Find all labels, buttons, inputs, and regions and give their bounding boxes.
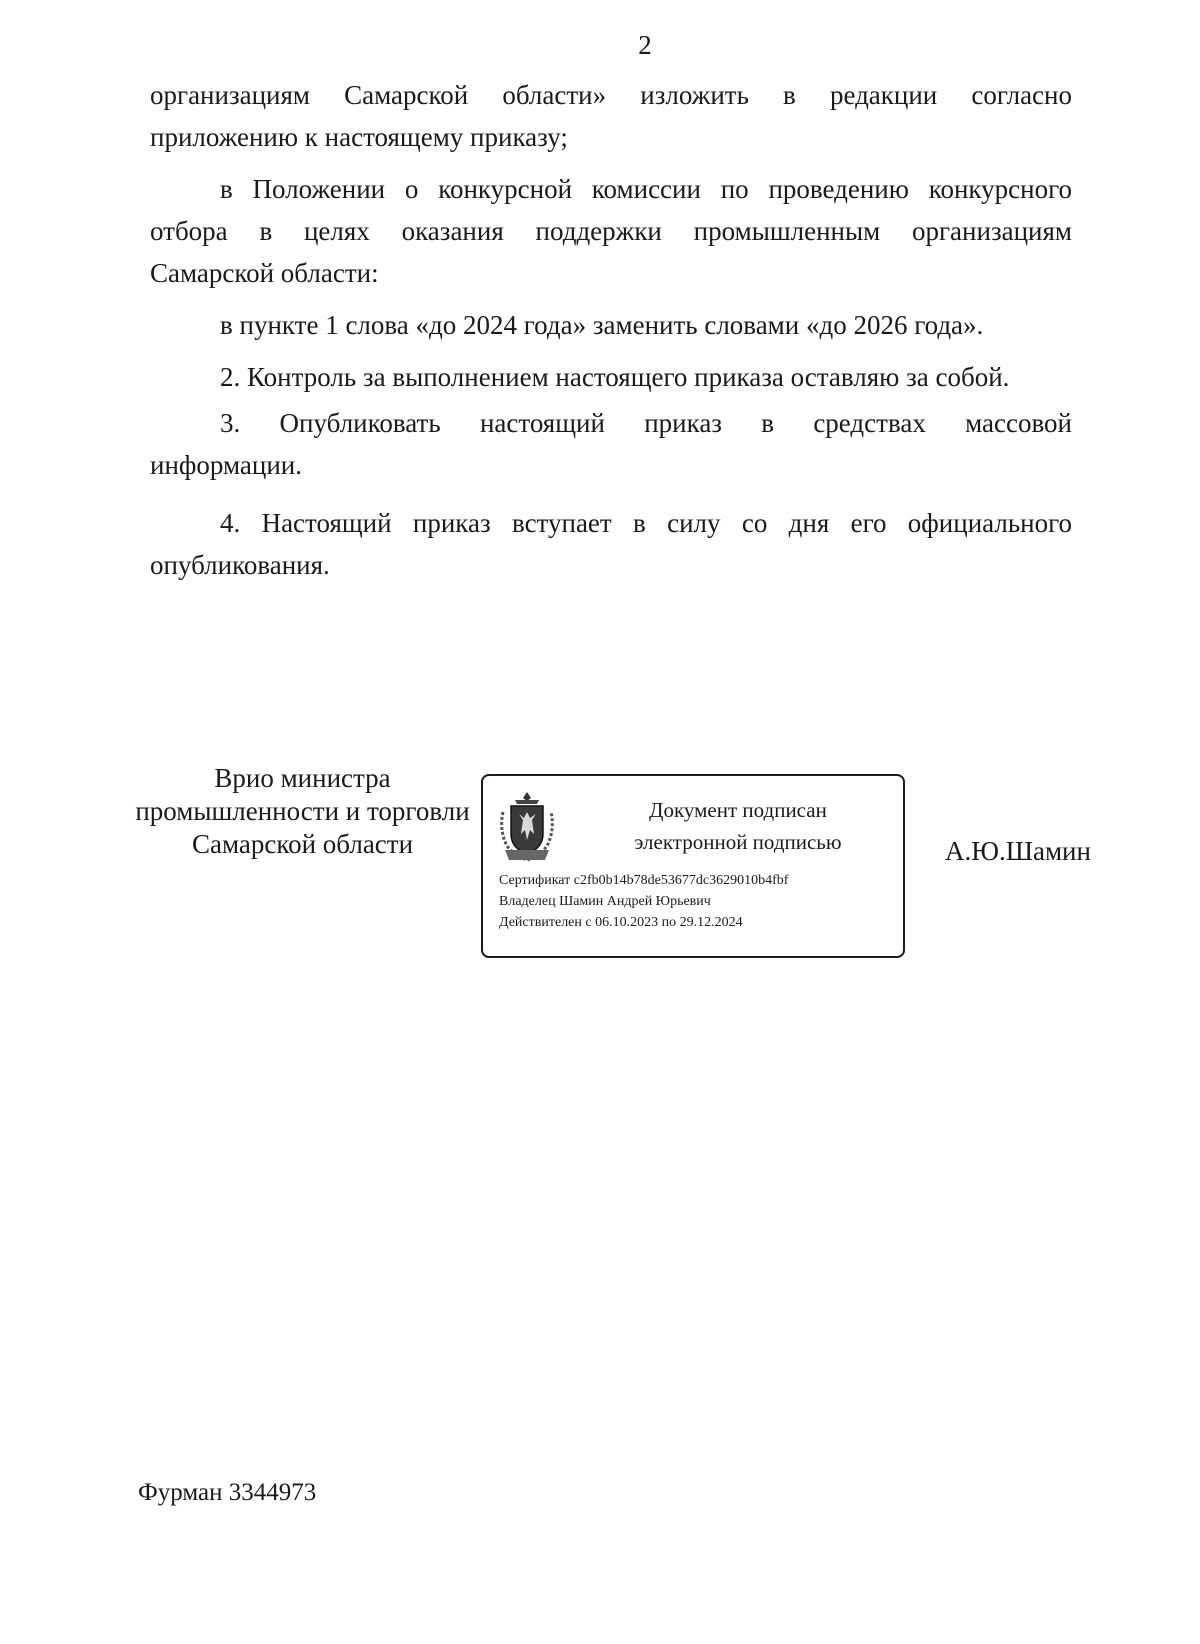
stamp-title [583,794,893,858]
item-3-line-2: информации. [150,450,302,480]
stamp-title-line-1: Документ подписан [649,798,827,822]
stamp-certificate: Сертификат c2fb0b14b78de53677dc3629010b4fbf [499,873,789,888]
item-3-line-1: 3. Опубликовать настоящий приказ в средствах массовой [220,408,1072,438]
paragraph-1-line-1: организациям Самарской области» изложить в редакции согласно [150,80,1072,110]
item-2: 2. Контроль за выполнением настоящего приказа оставляю за собой. [220,362,1010,392]
signatory-position-line-2: промышленности и торговли [135,796,470,826]
paragraph-2-line-1: в Положении о конкурсной комиссии по проведению конкурсного [220,174,1072,204]
stamp-title-line-2: электронной подписью [634,830,842,854]
paragraph-3: в пункте 1 слова «до 2024 года» заменить словами «до 2026 года». [220,310,984,340]
item-4-line-1: 4. Настоящий приказ вступает в силу со дня его официального [220,508,1072,538]
document-body [150,74,1072,586]
signatory-position-line-3: Самарской области [191,829,414,859]
item-4-line-2: опубликования. [150,550,330,580]
samara-coat-of-arms-icon [497,790,557,864]
signatory-position-line-1: Врио министра [214,763,391,793]
stamp-owner: Владелец Шамин Андрей Юрьевич [499,894,711,909]
executor-note: Фурман 3344973 [138,1479,317,1506]
paragraph-2-line-3: Самарской области: [150,258,379,288]
electronic-signature-stamp [481,774,905,958]
signatory-name: А.Ю.Шамин [945,836,1091,866]
signatory-position [125,762,480,861]
stamp-details [499,870,788,933]
stamp-validity: Действителен с 06.10.2023 по 29.12.2024 [499,915,743,930]
paragraph-2-line-2: отбора в целях оказания поддержки промышленным организациям [150,216,1072,246]
paragraph-1-line-2: приложению к настоящему приказу; [150,122,568,152]
page-number: 2 [638,30,652,60]
